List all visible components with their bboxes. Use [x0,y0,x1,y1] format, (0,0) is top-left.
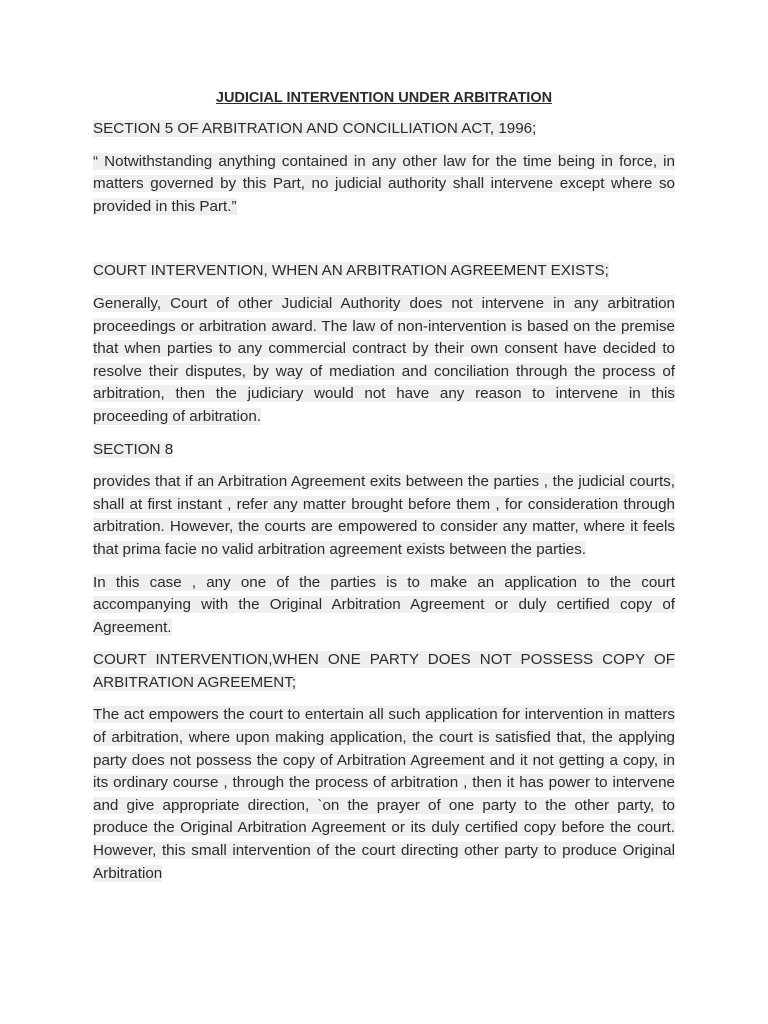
section5-quote: “ Notwithstanding anything contained in any other law for the time being in force, in matters governed by this Part, no judicial authority shall intervene except where so provided in this Part.” [93,152,675,215]
document-page [93,88,675,895]
court-intervention-heading: COURT INTERVENTION, WHEN AN ARBITRATION AGREEMENT EXISTS; [93,262,609,280]
in-this-case-paragraph: In this case , any one of the parties is to make an application to the court accompanying with the Original Arbitration Agreement or duly certified copy of Agreement. [93,573,675,636]
section5-heading: SECTION 5 OF ARBITRATION AND CONCILLIATION ACT, 1996; [93,120,537,137]
section8-paragraph: provides that if an Arbitration Agreement exits between the parties , the judicial courts, shall at first instant , refer any matter brought before them , for consideration through arbitration. However, the courts are empowered to consider any matter, where it feels that prima facie no valid arbitration agreement exists between the parties. [93,473,675,558]
generally-paragraph: Generally, Court of other Judicial Authority does not intervene in any arbitration proceedings or arbitration award. The law of non-intervention is based on the premise that when parties to any commercial contract by their own consent have decided to resolve their disputes, by way of mediation and conciliation through the process of arbitration, then the judiciary would not have any reason to intervene in this proceeding of arbitration. [93,294,675,425]
one-party-heading: COURT INTERVENTION,WHEN ONE PARTY DOES NOT POSSESS COPY OF ARBITRATION AGREEMENT; [93,651,675,691]
act-empowers-paragraph: The act empowers the court to entertain all such application for intervention in matters of arbitration, where upon making application, the court is satisfied that, the applying party does not possess the copy of Arbitration Agreement and it not getting a copy, in its ordinary course , through the process of arbitration , then it has power to intervene and give appropriate direction, `on the prayer of one party to the other party, to produce the Original Arbitration Agreement or its duly certified copy before the court. However, this small intervention of the court directing other party to produce Original Arbitration [93,706,675,882]
section8-heading: SECTION 8 [93,440,174,458]
document-title: JUDICIAL INTERVENTION UNDER ARBITRATION [215,90,553,106]
blank-line [93,228,675,260]
